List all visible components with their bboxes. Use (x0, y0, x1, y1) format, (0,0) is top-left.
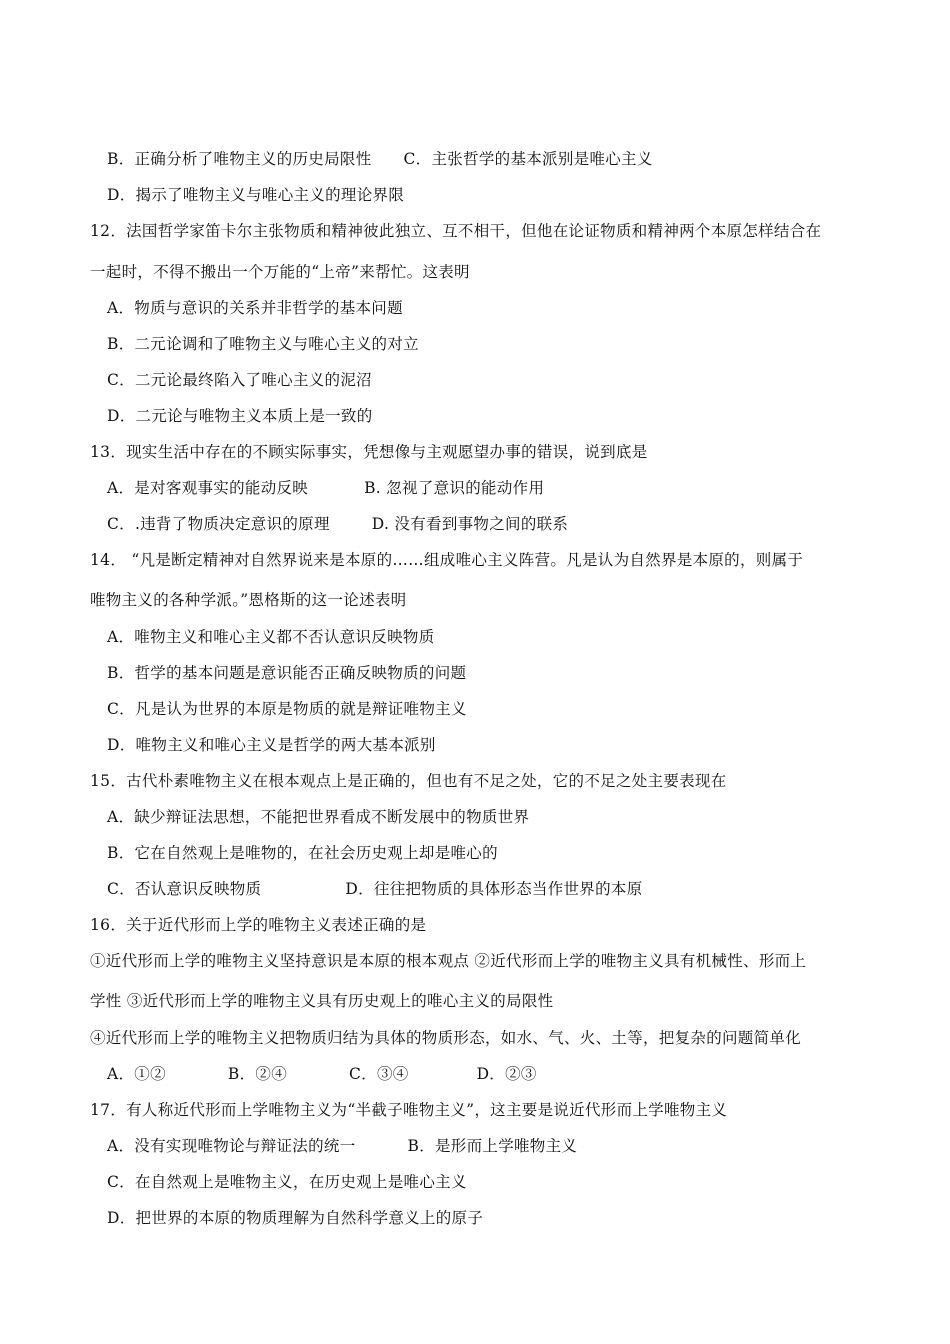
q14-option-d: D．唯物主义和唯心主义是哲学的两大基本派别 (107, 736, 436, 754)
q12-option-c: C．二元论最终陷入了唯心主义的泥沼 (107, 371, 372, 389)
q14-option-c: C．凡是认为世界的本原是物质的就是辩证唯物主义 (107, 700, 467, 718)
q15-options-cd (107, 879, 643, 899)
q17-option-b: B．是形而上学唯物主义 (407, 1137, 578, 1155)
q15-option-b: B．它在自然观上是唯物的，在社会历史观上却是唯心的 (107, 844, 498, 862)
q11-options-bc (107, 149, 653, 169)
q11-option-b: B．正确分析了唯物主义的历史局限性 (107, 150, 372, 168)
q11-option-d: D．揭示了唯物主义与唯心主义的理论界限 (107, 186, 405, 204)
q16-options (107, 1064, 537, 1084)
q12-option-d: D．二元论与唯物主义本质上是一致的 (107, 407, 373, 425)
q12-stem-line1: 12．法国哲学家笛卡尔主张物质和精神彼此独立、互不相干，但他在论证物质和精神两个本原怎样结合在 (90, 222, 822, 240)
q16-option-a: A．①② (107, 1065, 166, 1083)
q13-options-ab (107, 478, 544, 498)
q16-option-c: C．③④ (349, 1065, 409, 1083)
q12-stem-line2: 一起时，不得不搬出一个万能的“上帝”来帮忙。这表明 (90, 263, 470, 281)
q17-stem: 17．有人称近代形而上学唯物主义为“半截子唯物主义”，这主要是说近代形而上学唯物主义 (90, 1101, 728, 1119)
q17-option-d: D．把世界的本原的物质理解为自然科学意义上的原子 (107, 1209, 484, 1227)
q17-option-c: C．在自然观上是唯物主义，在历史观上是唯心主义 (107, 1173, 467, 1191)
q12-option-a: A．物质与意识的关系并非哲学的基本问题 (107, 299, 403, 317)
q15-option-a: A．缺少辩证法思想，不能把世界看成不断发展中的物质世界 (107, 808, 530, 826)
q15-option-c: C．否认意识反映物质 (107, 880, 262, 898)
q14-option-b: B．哲学的基本问题是意识能否正确反映物质的问题 (107, 664, 467, 682)
q16-option-d: D．②③ (476, 1065, 537, 1083)
q15-option-d: D．往往把物质的具体形态当作世界的本原 (345, 880, 643, 898)
q13-options-cd (107, 514, 568, 534)
q16-stem: 16．关于近代形而上学的唯物主义表述正确的是 (90, 916, 427, 934)
q14-stem-line2: 唯物主义的各种学派。”恩格斯的这一论述表明 (90, 591, 407, 609)
q15-stem: 15．古代朴素唯物主义在根本观点上是正确的，但也有不足之处，它的不足之处主要表现在 (90, 772, 727, 790)
q13-option-d: D. 没有看到事物之间的联系 (371, 515, 569, 533)
q12-option-b: B．二元论调和了唯物主义与唯心主义的对立 (107, 335, 419, 353)
q16-statement-4: ④近代形而上学的唯物主义把物质归结为具体的物质形态，如水、气、火、土等，把复杂的问题简单化 (90, 1029, 802, 1047)
q17-options-ab (107, 1136, 577, 1156)
q13-option-b: B. 忽视了意识的能动作用 (364, 479, 545, 497)
q17-option-a: A．没有实现唯物论与辩证法的统一 (107, 1137, 356, 1155)
q16-option-b: B．②④ (227, 1065, 287, 1083)
q13-option-a: A．是对客观事实的能动反映 (107, 479, 309, 497)
q14-option-a: A．唯物主义和唯心主义都不否认意识反映物质 (107, 628, 435, 646)
q13-stem: 13．现实生活中存在的不顾实际事实，凭想像与主观愿望办事的错误，说到底是 (90, 443, 648, 461)
q16-statements-line2: 学性 ③近代形而上学的唯物主义具有历史观上的唯心主义的局限性 (90, 992, 554, 1010)
q11-option-c: C．主张哲学的基本派别是唯心主义 (403, 150, 653, 168)
q16-statements-line1: ①近代形而上学的唯物主义坚持意识是本原的根本观点 ②近代形而上学的唯物主义具有机械性、形而上 (90, 952, 807, 970)
q13-option-c: C．.违背了物质决定意识的原理 (107, 515, 330, 533)
q14-stem-line1: 14． “凡是断定精神对自然界说来是本原的……组成唯心主义阵营。凡是认为自然界是本原的，则属于 (90, 551, 804, 569)
